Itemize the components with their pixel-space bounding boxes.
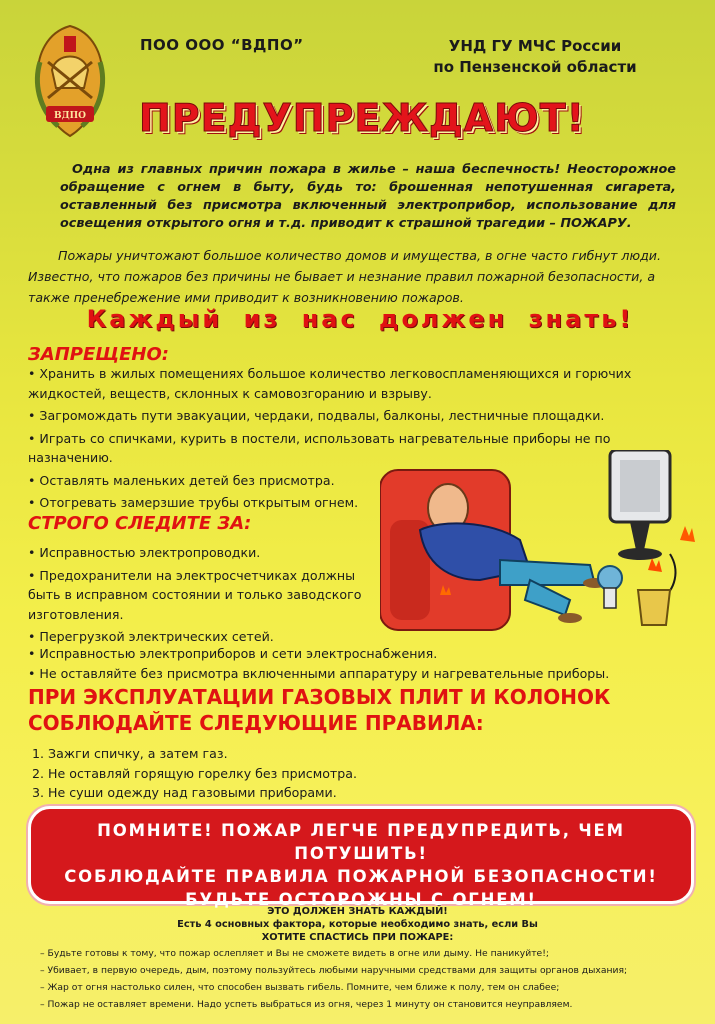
list-item: • Оставлять маленьких детей без присмотра.: [28, 472, 335, 488]
survival-heading-line2: Есть 4 основных фактора, которые необходимо знать, если Вы: [177, 919, 538, 930]
list-item: • Предохранители на электросчетчиках должны быть в исправном состоянии и только заводского изготовления.: [28, 567, 362, 622]
org-left: ПОО ООО “ВДПО”: [140, 36, 304, 54]
banner-line1: ПОМНИТЕ! ПОЖАР ЛЕГЧЕ ПРЕДУПРЕДИТЬ, ЧЕМ ПОТУШИТЬ!: [97, 821, 625, 863]
gas-title-line2: СОБЛЮДАЙТЕ СЛЕДУЮЩИЕ ПРАВИЛА:: [28, 711, 484, 735]
forbidden-title: ЗАПРЕЩЕНО:: [28, 344, 169, 365]
org-right-line1: УНД ГУ МЧС России: [448, 37, 622, 55]
survival-heading-line3: ХОТИТЕ СПАСТИСЬ ПРИ ПОЖАРЕ:: [261, 932, 454, 943]
headline: ПРЕДУПРЕЖДАЮТ!: [139, 96, 585, 140]
org-right-line2: по Пензенской области: [433, 58, 637, 76]
vdpo-emblem-icon: [28, 22, 112, 140]
list-item: 2. Не оставляй горящую горелку без присмотра.: [32, 765, 357, 781]
gas-rules-list: [32, 744, 532, 803]
gas-title: [28, 684, 610, 736]
list-item: • Исправностью электропроводки.: [28, 545, 261, 560]
list-item: 3. Не суши одежду над газовыми приборами.: [32, 785, 337, 800]
list-item: • Отогревать замерзшие трубы открытым огнем.: [28, 495, 359, 510]
banner-line2: СОБЛЮДАЙТЕ ПРАВИЛА ПОЖАРНОЙ БЕЗОПАСНОСТИ!: [64, 867, 658, 886]
list-item: – Убивает, в первую очередь, дым, поэтому пользуйтесь любыми наручными средствами для защиты органов дыхания;: [40, 965, 628, 976]
list-item: • Играть со спичками, курить в постели, использовать нагревательные приборы не по назначению.: [28, 430, 611, 465]
banner-line3: БУДЬТЕ ОСТОРОЖНЫ С ОГНЕМ!: [185, 890, 537, 909]
watch-title: СТРОГО СЛЕДИТЕ ЗА:: [28, 513, 252, 534]
list-item: • Перегрузкой электрических сетей.: [28, 629, 274, 644]
second-paragraph: Пожары уничтожают большое количество домов и имущества, в огне часто гибнут люди. Известно, что пожаров без причины не бывает и незнание правил пожарной безопасности, а также пренебрежение ими приводит к возникновению пожаров.: [28, 248, 661, 305]
survival-heading: [140, 905, 575, 944]
list-item: • Не оставляйте без присмотра включенными аппаратуру и нагревательные приборы.: [28, 665, 610, 681]
survival-factors-list: [40, 945, 690, 1013]
must-know-heading: Каждый из нас должен знать!: [86, 305, 634, 333]
list-item: • Хранить в жилых помещениях большое количество легковоспламеняющихся и горючих жидкостей, веществ, склонных к самовозгоранию и взрыву.: [28, 366, 632, 401]
survival-heading-line1: ЭТО ДОЛЖЕН ЗНАТЬ КАЖДЫЙ!: [267, 906, 448, 917]
list-item: • Загромождать пути эвакуации, чердаки, подвалы, балконы, лестничные площадки.: [28, 408, 605, 423]
list-item: – Жар от огня настолько силен, что способен вызвать гибель. Помните, чем ближе к полу, тем он слабее;: [40, 982, 560, 993]
gas-title-line1: ПРИ ЭКСПЛУАТАЦИИ ГАЗОВЫХ ПЛИТ И КОЛОНОК: [28, 685, 611, 709]
list-item: – Пожар не оставляет времени. Надо успеть выбраться из огня, через 1 минуту он становится неуправляем.: [40, 999, 573, 1010]
sleeping-man-fire-illustration: [380, 450, 700, 650]
org-right: [400, 36, 670, 78]
list-item: – Будьте готовы к тому, что пожар ослепляет и Вы не сможете видеть в огне или дыму. Не паникуйте!;: [40, 948, 549, 959]
list-item: • Исправностью электроприборов и сети электроснабжения.: [28, 646, 438, 661]
emblem-text: ВДПО: [54, 111, 86, 121]
list-item: 1. Зажги спичку, а затем газ.: [32, 746, 228, 761]
intro-paragraph: Одна из главных причин пожара в жилье – наша беспечность! Неосторожное обращение с огнем в быту, будь то: брошенная непотушенная сигарета, оставленный без присмотра включенный электроприбор, использование для освещения открытого огня и т.д. приводит к страшной трагедии – ПОЖАРУ.: [60, 162, 676, 231]
watch-list: [28, 543, 368, 650]
warning-banner: [28, 806, 694, 909]
